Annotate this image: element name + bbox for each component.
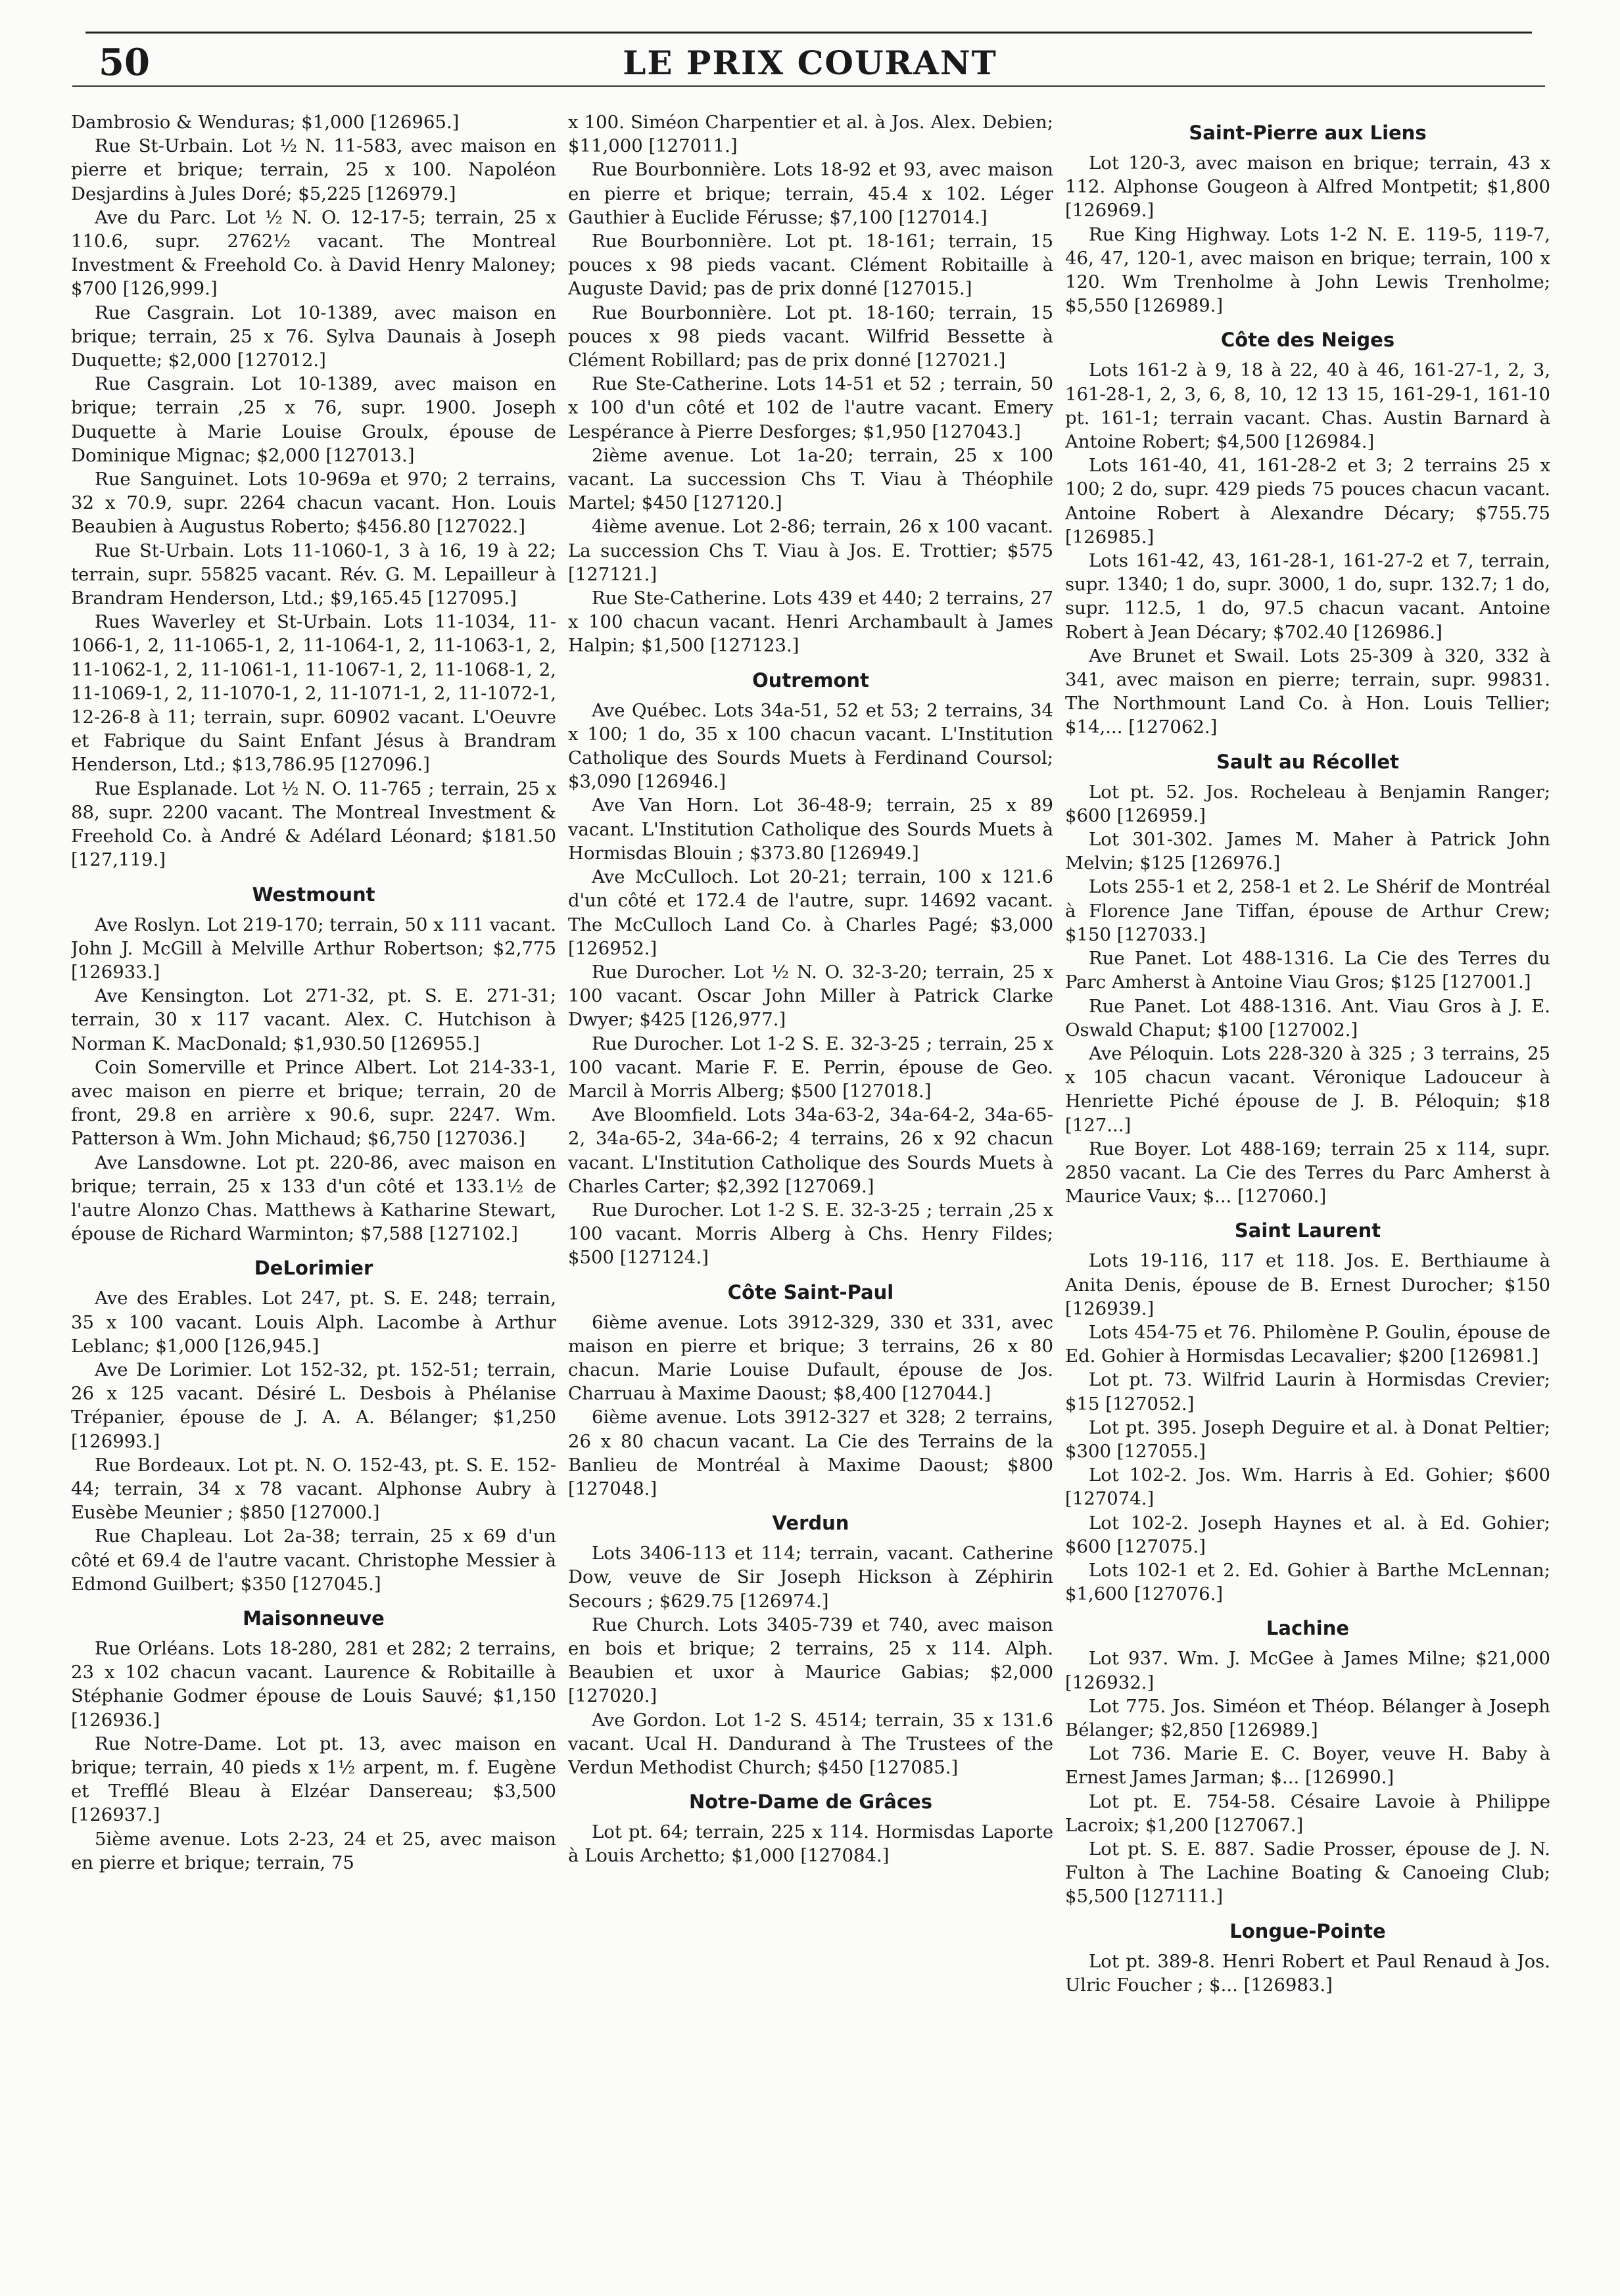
- listing-entry: Lots 161-40, 41, 161-28-2 et 3; 2 terrains 25 x 100; 2 do, supr. 429 pieds 75 pouces chacun vacant. Antoine Robert à Alexandre Décary; $755.75 [126985.]: [1065, 455, 1550, 548]
- section-heading: Côte des Neiges: [1220, 329, 1395, 352]
- listing-entry: Lots 161-42, 43, 161-28-1, 161-27-2 et 7, terrain, supr. 1340; 1 do, supr. 3000, 1 do, supr. 132.7; 1 do, supr. 112.5, 1 do, 97.5 chacun vacant. Antoine Robert à Jean Décary; $702.40 [126986.]: [1065, 550, 1550, 643]
- column-1: [71, 110, 556, 2273]
- listing-entry: Ave De Lorimier. Lot 152-32, pt. 152-51; terrain, 26 x 125 vacant. Désiré L. Desbois à Phélanise Trépanier, épouse de J. A. A. Bélanger; $1,250 [126993.]: [71, 1359, 556, 1452]
- section-heading: Verdun: [772, 1512, 849, 1535]
- listing-entry: Ave Brunet et Swail. Lots 25-309 à 320, 332 à 341, avec maison en pierre; terrain, supr. 99831. The Northmount Land Co. à Hon. Louis Tellier; $14,... [127062.]: [1065, 645, 1550, 738]
- listing-entry: Rue St-Urbain. Lots 11-1060-1, 3 à 16, 19 à 22; terrain, supr. 55825 vacant. Rév. G. M. Lepailleur à Brandram Henderson, Ltd.; $9,165.45 [127095.]: [71, 540, 556, 609]
- listing-entry: Lots 102-1 et 2. Ed. Gohier à Barthe McLennan; $1,600 [127076.]: [1065, 1559, 1550, 1605]
- listing-entry: Ave Gordon. Lot 1-2 S. 4514; terrain, 35 x 131.6 vacant. Ucal H. Dandurand à The Trustees of the Verdun Methodist Church; $450 [127085.]: [568, 1709, 1053, 1778]
- column-3: [1065, 110, 1550, 2273]
- listing-entry: 6ième avenue. Lots 3912-329, 330 et 331, avec maison en pierre et brique; 3 terrains, 26 x 80 chacun. Marie Louise Dufault, épouse de Jos. Charruau à Maxime Daoust; $8,400 [127044.]: [568, 1311, 1053, 1405]
- listing-entry: Rue Boyer. Lot 488-169; terrain 25 x 114, supr. 2850 vacant. La Cie des Terres du Parc Amherst à Maurice Vaux; $... [127060.]: [1065, 1138, 1550, 1207]
- listing-entry: Ave Van Horn. Lot 36-48-9; terrain, 25 x 89 vacant. L'Institution Catholique des Sourds Muets à Hormisdas Blouin ; $373.80 [126949.]: [568, 795, 1053, 864]
- section-heading: DeLorimier: [254, 1257, 373, 1280]
- listing-entry: Lot 120-3, avec maison en brique; terrain, 43 x 112. Alphonse Gougeon à Alfred Montpetit; $1,800 [126969.]: [1065, 152, 1550, 222]
- section-heading: Saint Laurent: [1234, 1219, 1381, 1242]
- listing-entry: Rue Ste-Catherine. Lots 439 et 440; 2 terrains, 27 x 100 chacun vacant. Henri Archambault à James Halpin; $1,500 [127123.]: [568, 588, 1053, 657]
- listing-entry: Rues Waverley et St-Urbain. Lots 11-1034, 11-1066-1, 2, 11-1065-1, 2, 11-1064-1, 2, 11-1063-1, 2, 11-1062-1, 2, 11-1061-1, 11-1067-1, 2, 11-1068-1, 2, 11-1069-1, 2, 11-1070-1, 2, 11-1071-1, 2, 11-1072-1, 12-26-8 à 11; terrain, supr. 60902 vacant. L'Oeuvre et Fabrique du Saint Enfant Jésus à Brandram Henderson, Ltd.; $13,786.95 [127096.]: [71, 611, 556, 776]
- listing-entry: Lot pt. 52. Jos. Rocheleau à Benjamin Ranger; $600 [126959.]: [1065, 781, 1550, 826]
- section-heading: Maisonneuve: [243, 1606, 385, 1629]
- listing-entry: Lot 775. Jos. Siméon et Théop. Bélanger à Joseph Bélanger; $2,850 [126989.]: [1065, 1695, 1550, 1741]
- listing-entry: Rue Panet. Lot 488-1316. La Cie des Terres du Parc Amherst à Antoine Viau Gros; $125 [127001.]: [1065, 948, 1550, 993]
- listing-entry: Ave McCulloch. Lot 20-21; terrain, 100 x 121.6 d'un côté et 172.4 de l'autre, supr. 14692 vacant. The McCulloch Land Co. à Charles Pagé; $3,000 [126952.]: [568, 866, 1053, 959]
- listing-entry: Rue Esplanade. Lot ½ N. O. 11-765 ; terrain, 25 x 88, supr. 2200 vacant. The Montreal Investment & Freehold Co. à André & Adélard Léonard; $181.50 [127,119.]: [71, 778, 556, 871]
- section-heading: Outremont: [752, 668, 869, 691]
- listing-entry: Rue Notre-Dame. Lot pt. 13, avec maison en brique; terrain, 40 pieds x 1½ arpent, m. f. Eugène et Trefflé Bleau à Elzéar Dansereau; $3,500 [126937.]: [71, 1733, 556, 1826]
- listing-entry: Rue Church. Lots 3405-739 et 740, avec maison en bois et brique; 2 terrains, 25 x 114. Alph. Beaubien et uxor à Maurice Gabias; $2,000 [127020.]: [568, 1614, 1053, 1707]
- listing-entry: Lot 102-2. Jos. Wm. Harris à Ed. Gohier; $600 [127074.]: [1065, 1464, 1550, 1510]
- listing-entry: Lot pt. 389-8. Henri Robert et Paul Renaud à Jos. Ulric Foucher ; $... [126983.]: [1065, 1950, 1550, 1996]
- listing-entry: Rue Orléans. Lots 18-280, 281 et 282; 2 terrains, 23 x 102 chacun vacant. Laurence & Robitaille à Stéphanie Godmer épouse de Louis Sauvé; $1,150 [126936.]: [71, 1637, 556, 1731]
- listing-entry: Lot 301-302. James M. Maher à Patrick John Melvin; $125 [126976.]: [1065, 829, 1550, 874]
- listing-entry: Ave des Erables. Lot 247, pt. S. E. 248; terrain, 35 x 100 vacant. Louis Alph. Lacombe à Arthur Leblanc; $1,000 [126,945.]: [71, 1288, 556, 1357]
- section-heading: Lachine: [1266, 1617, 1350, 1640]
- listing-entry: Rue Panet. Lot 488-1316. Ant. Viau Gros à J. E. Oswald Chaput; $100 [127002.]: [1065, 995, 1550, 1041]
- listing-entry: Ave Kensington. Lot 271-32, pt. S. E. 271-31; terrain, 30 x 117 vacant. Alex. C. Hutchison à Norman K. MacDonald; $1,930.50 [126955.]: [71, 985, 556, 1054]
- section-heading: Notre-Dame de Grâces: [688, 1791, 932, 1814]
- listing-entry: Rue Bourbonnière. Lot pt. 18-160; terrain, 15 pouces x 98 pieds vacant. Wilfrid Bessette à Clément Robillard; pas de prix donné [127021.]: [568, 302, 1053, 371]
- listing-entry: Rue Bordeaux. Lot pt. N. O. 152-43, pt. S. E. 152-44; terrain, 34 x 78 vacant. Alphonse Aubry à Eusèbe Meunier ; $850 [127000.]: [71, 1454, 556, 1524]
- listing-entry: Lot 736. Marie E. C. Boyer, veuve H. Baby à Ernest James Jarman; $... [126990.]: [1065, 1743, 1550, 1789]
- listing-entry: Ave Québec. Lots 34a-51, 52 et 53; 2 terrains, 34 x 100; 1 do, 35 x 100 chacun vacant. L'Institution Catholique des Sourds Muets à Ferdinand Coursol; $3,090 [126946.]: [568, 699, 1053, 793]
- listing-entry: 4ième avenue. Lot 2-86; terrain, 26 x 100 vacant. La succession Chs T. Viau à Jos. E. Trottier; $575 [127121.]: [568, 516, 1053, 585]
- listing-entry: 6ième avenue. Lots 3912-327 et 328; 2 terrains, 26 x 80 chacun vacant. La Cie des Terrains de la Banlieu de Montréal à Maxime Daoust; $800 [127048.]: [568, 1407, 1053, 1499]
- listing-entry: x 100. Siméon Charpentier et al. à Jos. Alex. Debien; $11,000 [127011.]: [568, 112, 1053, 157]
- listing-entry: 2ième avenue. Lot 1a-20; terrain, 25 x 100 vacant. La succession Chs T. Viau à Théophile Martel; $450 [127120.]: [568, 444, 1053, 514]
- listing-entry: Ave Roslyn. Lot 219-170; terrain, 50 x 111 vacant. John J. McGill à Melville Arthur Robertson; $2,775 [126933.]: [71, 914, 556, 983]
- section-heading: Côte Saint-Paul: [727, 1280, 894, 1303]
- listing-entry: Rue Casgrain. Lot 10-1389, avec maison en brique; terrain ,25 x 76, supr. 1900. Joseph Duquette à Marie Louise Groulx, épouse de Dominique Mignac; $2,000 [127013.]: [71, 373, 556, 466]
- listing-entry: Rue Bourbonnière. Lots 18-92 et 93, avec maison en pierre et brique; terrain, 45.4 x 102. Léger Gauthier à Euclide Férusse; $7,100 [127014.]: [568, 159, 1053, 228]
- listing-entry: Rue King Highway. Lots 1-2 N. E. 119-5, 119-7, 46, 47, 120-1, avec maison en brique; terrain, 100 x 120. Wm Trenholme à John Lewis Trenholme; $5,550 [126989.]: [1065, 223, 1550, 317]
- listing-entry: Lot 937. Wm. J. McGee à James Milne; $21,000 [126932.]: [1065, 1648, 1550, 1693]
- listing-entry: Rue Durocher. Lot ½ N. O. 32-3-20; terrain, 25 x 100 vacant. Oscar John Miller à Patrick Clarke Dwyer; $425 [126,977.]: [568, 961, 1053, 1031]
- header-rule-bottom: [72, 85, 1545, 87]
- header-rule-top: [85, 32, 1532, 34]
- listing-entry: Rue Ste-Catherine. Lots 14-51 et 52 ; terrain, 50 x 100 d'un côté et 102 de l'autre vacant. Emery Lespérance à Pierre Desforges; $1,950 [127043.]: [568, 373, 1053, 442]
- journal-title: LE PRIX COURANT: [623, 43, 997, 82]
- listing-entry: Lots 3406-113 et 114; terrain, vacant. Catherine Dow, veuve de Sir Joseph Hickson à Zéphirin Secours ; $629.75 [126974.]: [568, 1543, 1053, 1612]
- section-heading: Saint-Pierre aux Liens: [1189, 122, 1427, 144]
- listing-entry: Lot pt. S. E. 887. Sadie Prosser, épouse de J. N. Fulton à The Lachine Boating & Canoeing Club; $5,500 [127111.]: [1065, 1839, 1550, 1908]
- listing-entry: Lots 19-116, 117 et 118. Jos. E. Berthiaume à Anita Denis, épouse de B. Ernest Durocher; $150 [126939.]: [1065, 1250, 1550, 1319]
- section-heading: Westmount: [252, 883, 375, 906]
- section-heading: Longue-Pointe: [1229, 1919, 1386, 1942]
- page-number: 50: [99, 41, 150, 84]
- listing-entry: Dambrosio & Wenduras; $1,000 [126965.]: [71, 112, 460, 133]
- listing-entry: Ave Péloquin. Lots 228-320 à 325 ; 3 terrains, 25 x 105 chacun vacant. Véronique Ladouceur à Henriette Piché épouse de J. B. Péloquin; $18 [127...]: [1065, 1043, 1550, 1136]
- listing-entry: Lot 102-2. Joseph Haynes et al. à Ed. Gohier; $600 [127075.]: [1065, 1512, 1550, 1557]
- listing-entry: Rue Durocher. Lot 1-2 S. E. 32-3-25 ; terrain, 25 x 100 vacant. Marie F. E. Perrin, épouse de Geo. Marcil à Morris Alberg; $500 [127018.]: [568, 1033, 1053, 1102]
- listing-entry: Rue Casgrain. Lot 10-1389, avec maison en brique; terrain, 25 x 76. Sylva Daunais à Joseph Duquette; $2,000 [127012.]: [71, 302, 556, 371]
- listing-entry: Rue Durocher. Lot 1-2 S. E. 32-3-25 ; terrain ,25 x 100 vacant. Morris Alberg à Chs. Henry Fildes; $500 [127124.]: [568, 1199, 1053, 1269]
- listing-entry: Rue Chapleau. Lot 2a-38; terrain, 25 x 69 d'un côté et 69.4 de l'autre vacant. Christophe Messier à Edmond Guilbert; $350 [127045.]: [71, 1526, 556, 1595]
- listing-entry: Ave Lansdowne. Lot pt. 220-86, avec maison en brique; terrain, 25 x 133 d'un côté et 133.1½ de l'autre Alonzo Chas. Matthews à Katharine Stewart, épouse de Richard Warminton; $7,588 [127102.]: [71, 1152, 556, 1245]
- listing-entry: Ave du Parc. Lot ½ N. O. 12-17-5; terrain, 25 x 110.6, supr. 2762½ vacant. The Montreal Investment & Freehold Co. à David Henry Maloney; $700 [126,999.]: [71, 206, 556, 300]
- listing-entry: Lots 161-2 à 9, 18 à 22, 40 à 46, 161-27-1, 2, 3, 161-28-1, 2, 3, 6, 8, 10, 12 13 15, 161-29-1, 161-10 pt. 161-1; terrain vacant. Chas. Austin Barnard à Antoine Robert; $4,500 [126984.]: [1065, 360, 1550, 453]
- listing-entry: Lot pt. 395. Joseph Deguire et al. à Donat Peltier; $300 [127055.]: [1065, 1417, 1550, 1462]
- listing-entry: Rue Bourbonnière. Lot pt. 18-161; terrain, 15 pouces x 98 pieds vacant. Clément Robitaille à Auguste David; pas de prix donné [127015.]: [568, 231, 1053, 300]
- listing-entry: Lots 454-75 et 76. Philomène P. Goulin, épouse de Ed. Gohier à Hormisdas Lecavalier; $200 [126981.]: [1065, 1321, 1550, 1367]
- column-2: [568, 110, 1053, 2273]
- listing-entry: Lot pt. E. 754-58. Césaire Lavoie à Philippe Lacroix; $1,200 [127067.]: [1065, 1791, 1550, 1836]
- listing-entry: 5ième avenue. Lots 2-23, 24 et 25, avec maison en pierre et brique; terrain, 75: [71, 1828, 556, 1873]
- section-heading: Sault au Récollet: [1216, 750, 1399, 773]
- listing-entry: Ave Bloomfield. Lots 34a-63-2, 34a-64-2, 34a-65-2, 34a-65-2, 34a-66-2; 4 terrains, 26 x 92 chacun vacant. L'Institution Catholique des Sourds Muets à Charles Carter; $2,392 [127069.]: [568, 1104, 1053, 1197]
- listing-entry: Lot pt. 73. Wilfrid Laurin à Hormisdas Crevier; $15 [127052.]: [1065, 1369, 1550, 1415]
- listing-entry: Rue Sanguinet. Lots 10-969a et 970; 2 terrains, 32 x 70.9, supr. 2264 chacun vacant. Hon. Louis Beaubien à Augustus Roberto; $456.80 [127022.]: [71, 469, 556, 538]
- listing-entry: Rue St-Urbain. Lot ½ N. 11-583, avec maison en pierre et brique; terrain, 25 x 100. Napoléon Desjardins à Jules Doré; $5,225 [126979.]: [71, 135, 556, 204]
- listing-entry: Coin Somerville et Prince Albert. Lot 214-33-1, avec maison en pierre et brique; terrain, 20 de front, 29.8 en arrière x 90.6, supr. 2247. Wm. Patterson à Wm. John Michaud; $6,750 [127036.]: [71, 1056, 556, 1150]
- listing-entry: Lots 255-1 et 2, 258-1 et 2. Le Shérif de Montréal à Florence Jane Tiffan, épouse de Arthur Crew; $150 [127033.]: [1065, 876, 1550, 945]
- article-columns: [71, 110, 1550, 2273]
- listing-entry: Lot pt. 64; terrain, 225 x 114. Hormisdas Laporte à Louis Archetto; $1,000 [127084.]: [568, 1821, 1053, 1867]
